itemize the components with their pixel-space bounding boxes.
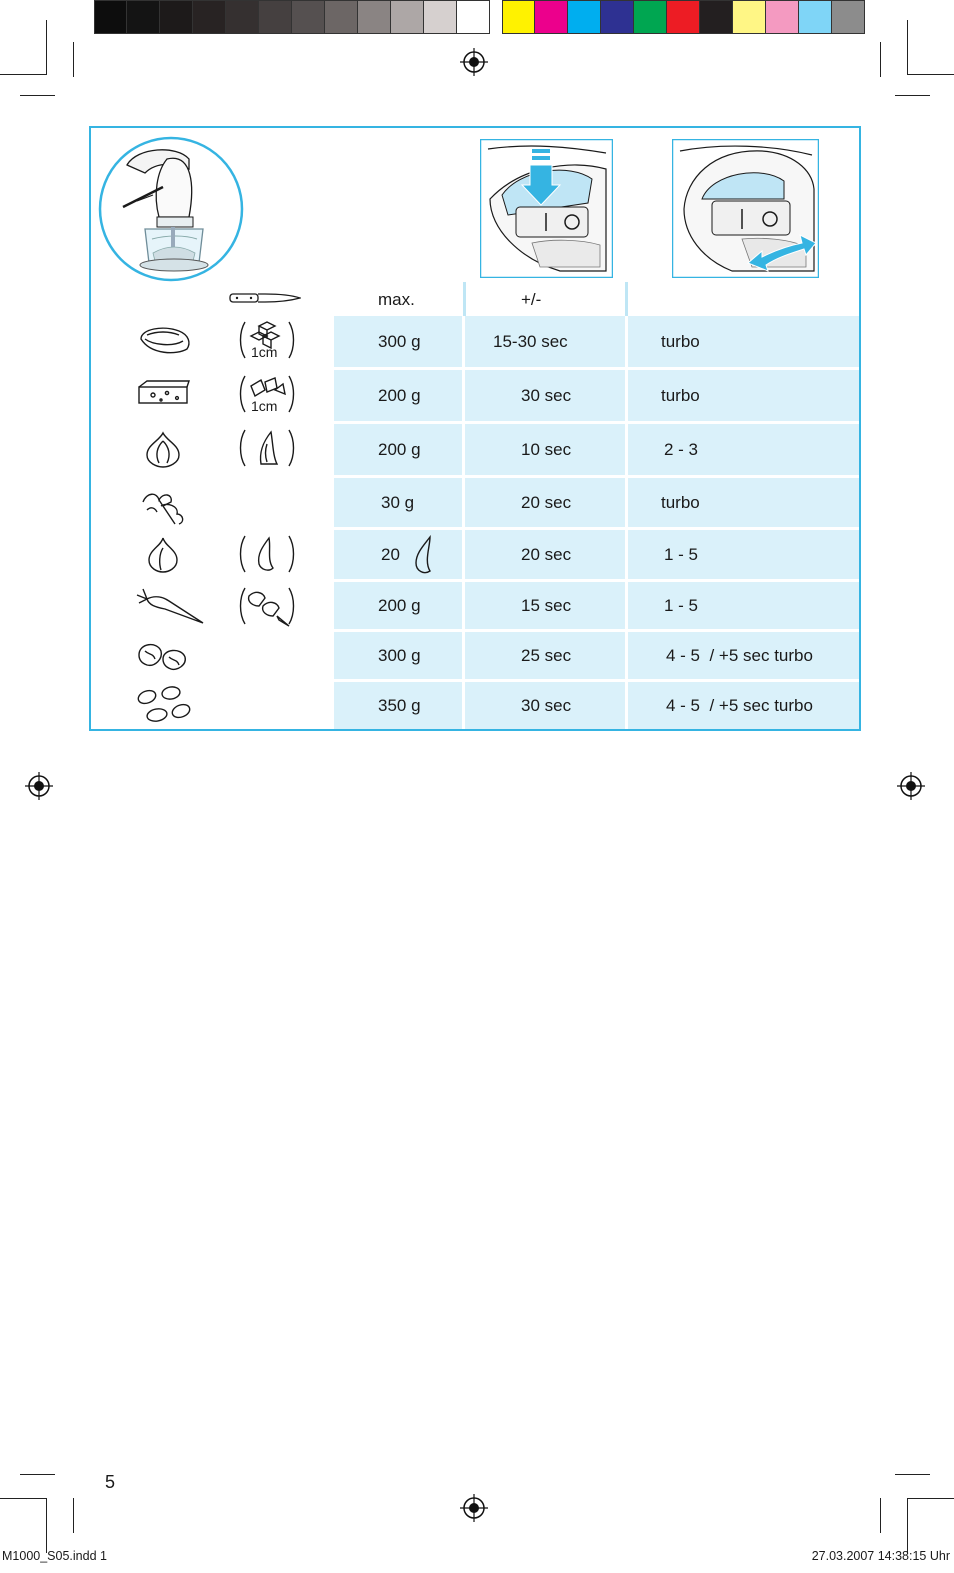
page-number: 5 (105, 1472, 116, 1492)
food-icon-cell (93, 316, 332, 367)
gray-swatch (160, 0, 193, 34)
gray-swatch (94, 0, 127, 34)
quantity-cell (334, 316, 462, 367)
crop-mark (20, 1474, 55, 1475)
garlic-clove-icon (408, 535, 434, 575)
table-row (93, 478, 859, 527)
garlic-icon (133, 532, 205, 578)
color-calibration-bar (94, 0, 865, 36)
crop-mark (20, 95, 55, 96)
cut-size-indicator (237, 532, 297, 577)
processing-time: 15-30 sec (493, 331, 568, 351)
time-cell (465, 530, 625, 579)
knife-icon (229, 291, 301, 305)
gray-swatch (358, 0, 391, 34)
table-row (93, 682, 859, 729)
registration-mark-icon (460, 48, 488, 76)
speed-setting: 1 - 5 (664, 544, 699, 564)
cut-size-indicator (237, 372, 297, 419)
speed-cell (628, 316, 859, 367)
color-swatch (568, 0, 601, 34)
quantity-cell (334, 370, 462, 421)
speed-cell (628, 370, 859, 421)
table-row (93, 424, 859, 475)
cut-size-indicator (237, 426, 297, 473)
table-row (93, 316, 859, 367)
food-icon-cell (93, 478, 332, 527)
quantity-cell (334, 478, 462, 527)
column-divider (463, 282, 466, 316)
speed-cell (628, 478, 859, 527)
carrot-icon (133, 583, 205, 629)
processing-time: 30 sec (521, 385, 572, 405)
color-swatch (799, 0, 832, 34)
processing-time: 10 sec (521, 439, 572, 459)
speed-cell (628, 424, 859, 475)
pulse-switch-illustration (480, 139, 613, 278)
color-swatch (502, 0, 535, 34)
max-quantity: 30 g (381, 492, 415, 512)
time-cell (465, 424, 625, 475)
food-icon-cell (93, 632, 332, 679)
registration-mark-icon (460, 1494, 488, 1522)
cut-size-label: 1cm (251, 344, 278, 360)
garlic-clove-icon (237, 532, 297, 576)
processing-time: 30 sec (521, 695, 572, 715)
hand-blender-chopper-illustration (97, 135, 245, 283)
registration-mark-icon (897, 772, 925, 800)
color-swatch (667, 0, 700, 34)
speed-cell (628, 632, 859, 679)
crop-mark (907, 20, 908, 75)
gray-swatch (292, 0, 325, 34)
time-cell (465, 478, 625, 527)
cheese-icon (133, 373, 205, 419)
meat-icon (133, 319, 205, 365)
crop-mark (46, 20, 47, 75)
gray-swatch (325, 0, 358, 34)
color-swatch (700, 0, 733, 34)
max-quantity: 350 g (378, 695, 421, 715)
speed-setting: 4 - 5 / +5 sec turbo (666, 695, 813, 715)
crop-mark (880, 1498, 881, 1533)
time-cell (465, 316, 625, 367)
cut-size-label: 1cm (251, 398, 278, 414)
parsley-icon (133, 480, 205, 526)
onion-quarter-icon (237, 426, 297, 470)
processing-time: 15 sec (521, 595, 572, 615)
food-icon-cell (93, 582, 332, 629)
walnut-icon (133, 633, 205, 679)
speed-setting: 4 - 5 / +5 sec turbo (666, 645, 813, 665)
gray-swatch (226, 0, 259, 34)
color-swatch (832, 0, 865, 34)
crop-mark (907, 1498, 954, 1499)
almond-icon (133, 683, 205, 729)
speed-setting: turbo (661, 385, 700, 405)
speed-setting: turbo (661, 492, 700, 512)
column-header-time: +/- (521, 290, 542, 309)
print-timestamp: 27.03.2007 14:38:15 Uhr (811, 1549, 950, 1563)
max-quantity: 200 g (378, 595, 421, 615)
carrot-pieces-icon (237, 584, 297, 628)
gray-swatch (424, 0, 457, 34)
gray-swatch (259, 0, 292, 34)
gray-swatch (193, 0, 226, 34)
quantity-cell (334, 582, 462, 629)
color-swatch (601, 0, 634, 34)
color-swatch (733, 0, 766, 34)
max-quantity: 20 (381, 544, 400, 564)
time-cell (465, 370, 625, 421)
speed-cell (628, 582, 859, 629)
crop-mark (0, 74, 47, 75)
processing-time: 20 sec (521, 492, 572, 512)
speed-setting: turbo (661, 331, 700, 351)
speed-setting: 1 - 5 (664, 595, 699, 615)
gray-swatch (127, 0, 160, 34)
max-quantity: 200 g (378, 439, 421, 459)
quantity-cell (334, 632, 462, 679)
crop-mark (73, 1498, 74, 1533)
quantity-cell (334, 530, 462, 579)
swatch-gap (490, 0, 502, 36)
max-quantity: 300 g (378, 331, 421, 351)
food-icon-cell (93, 682, 332, 729)
crop-mark (46, 1498, 47, 1553)
gray-swatch (391, 0, 424, 34)
crop-mark (0, 1498, 47, 1499)
file-slug: M1000_S05.indd 1 (2, 1549, 107, 1563)
time-cell (465, 582, 625, 629)
crop-mark (907, 1498, 908, 1553)
food-icon-cell (93, 424, 332, 475)
registration-mark-icon (25, 772, 53, 800)
crop-mark (880, 42, 881, 77)
time-cell (465, 632, 625, 679)
crop-mark (895, 95, 930, 96)
table-row (93, 582, 859, 629)
food-icon-cell (93, 370, 332, 421)
processing-time: 20 sec (521, 544, 572, 564)
gray-swatch (457, 0, 490, 34)
table-row (93, 530, 859, 579)
max-quantity: 200 g (378, 385, 421, 405)
speed-setting: 2 - 3 (664, 439, 699, 459)
column-divider (625, 282, 628, 316)
column-header-max: max. (378, 290, 415, 309)
onion-icon (133, 427, 205, 473)
speed-dial-illustration (672, 139, 819, 278)
color-swatch (535, 0, 568, 34)
crop-mark (895, 1474, 930, 1475)
color-swatch (634, 0, 667, 34)
cut-size-indicator (237, 318, 297, 365)
speed-cell (628, 530, 859, 579)
table-row (93, 370, 859, 421)
max-quantity: 300 g (378, 645, 421, 665)
quantity-cell (334, 424, 462, 475)
table-row (93, 632, 859, 679)
food-icon-cell (93, 530, 332, 579)
processing-time: 25 sec (521, 645, 572, 665)
crop-mark (73, 42, 74, 77)
crop-mark (907, 74, 954, 75)
quantity-cell (334, 682, 462, 729)
time-cell (465, 682, 625, 729)
speed-cell (628, 682, 859, 729)
cut-size-indicator (237, 584, 297, 627)
color-swatch (766, 0, 799, 34)
